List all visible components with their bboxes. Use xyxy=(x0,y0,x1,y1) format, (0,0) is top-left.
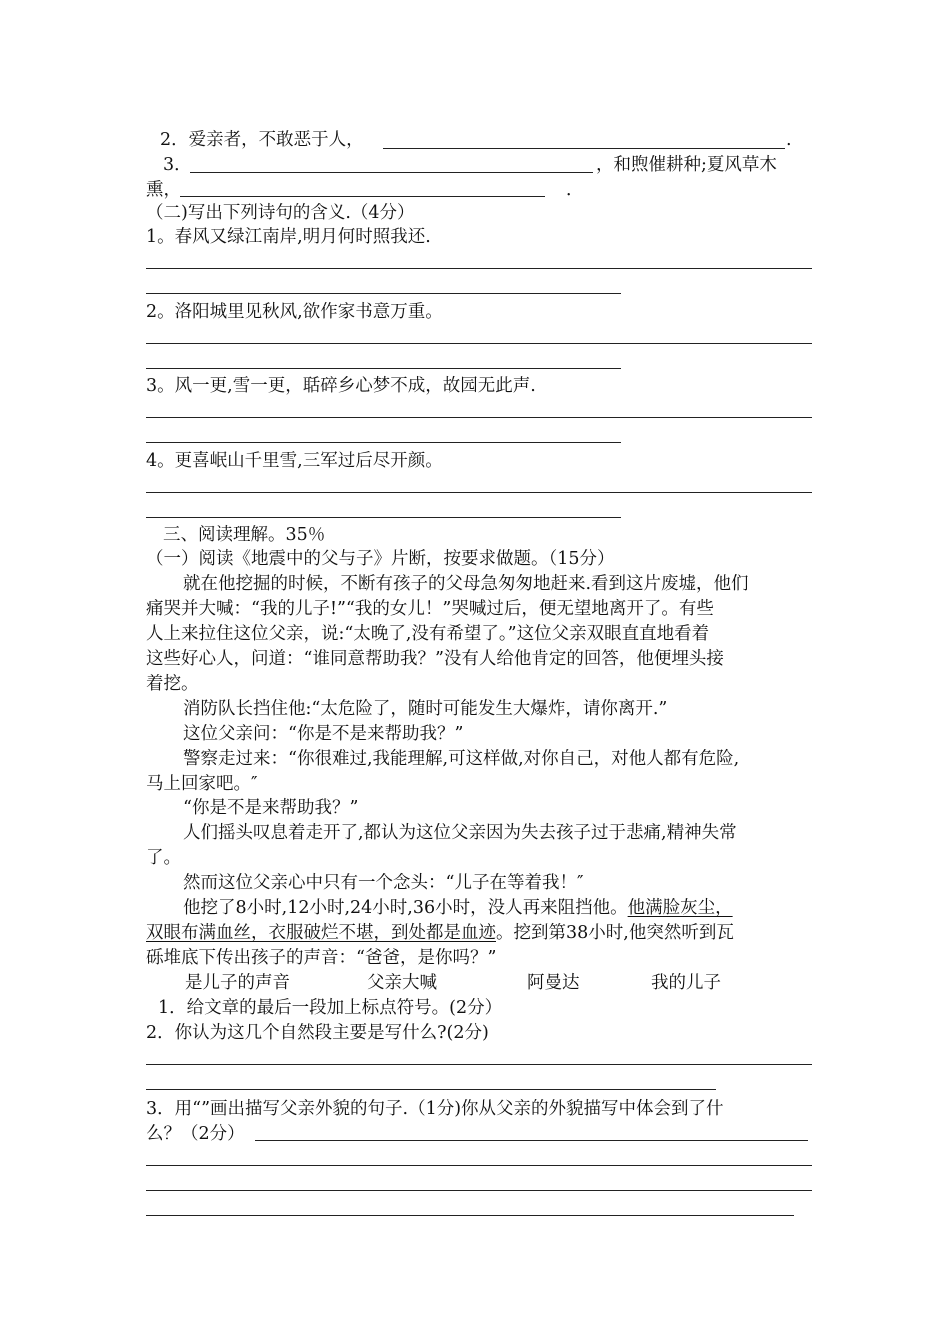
poem-4: 4。更喜岷山千里雪,三军过后尽开颜。 xyxy=(146,451,443,471)
passage-line: 着挖。 xyxy=(146,674,199,694)
fill-q3-end: ． xyxy=(566,180,584,200)
answer-line[interactable] xyxy=(255,1140,808,1141)
underlined-sentence: 双眼布满血丝，衣服破烂不堪，到处都是血迹 xyxy=(146,923,496,943)
fill-q3-prefix: 3． xyxy=(163,155,192,175)
answer-line[interactable] xyxy=(146,293,621,294)
passage-line: 砾堆底下传出孩子的声音：“爸爸，是你吗？” xyxy=(146,948,497,968)
passage-text: 。挖到第38小时,他突然听到瓦 xyxy=(496,923,734,943)
fill-q3-cont: 熏， xyxy=(146,180,181,200)
answer-line[interactable] xyxy=(146,268,812,269)
last-paragraph-word: 是儿子的声音 xyxy=(185,973,290,993)
part2-title: （二)写出下列诗句的含义.（4分） xyxy=(146,203,415,223)
answer-line[interactable] xyxy=(146,1089,716,1090)
poem-2: 2。洛阳城里见秋风,欲作家书意万重。 xyxy=(146,302,443,322)
last-paragraph-word: 阿曼达 xyxy=(527,973,580,993)
section3-title: 三、阅读理解。35％ xyxy=(163,525,326,545)
question-1: 1．给文章的最后一段加上标点符号。(2分） xyxy=(158,998,503,1018)
passage-line: 警察走过来：“你很难过,我能理解,可这样做,对你自己，对他人都有危险, xyxy=(183,749,740,769)
passage-line: 了。 xyxy=(146,848,181,868)
passage-line: 人们摇头叹息着走开了,都认为这位父亲因为失去孩子过于悲痛,精神失常 xyxy=(183,823,737,843)
passage-text: 他挖了8小时,12小时,24小时,36小时，没人再来阻挡他。 xyxy=(183,898,628,918)
question-3: 3．用“”画出描写父亲外貌的句子.（1分)你从父亲的外貌描写中体会到了什 xyxy=(146,1099,724,1119)
question-2: 2．你认为这几个自然段主要是写什么?(2分) xyxy=(146,1023,489,1043)
passage-line: 然而这位父亲心中只有一个念头：“儿子在等着我！″ xyxy=(183,873,584,893)
answer-line[interactable] xyxy=(180,196,545,197)
passage-line: 这些好心人，问道：“谁同意帮助我？”没有人给他肯定的回答，他便埋头接 xyxy=(146,649,724,669)
passage-line: 消防队长挡住他:“太危险了，随时可能发生大爆炸，请你离开.” xyxy=(183,699,668,719)
answer-line[interactable] xyxy=(146,517,621,518)
answer-line[interactable] xyxy=(146,343,812,344)
last-paragraph-word: 父亲大喊 xyxy=(367,973,437,993)
poem-3: 3。风一更,雪一更，聒碎乡心梦不成，故园无此声. xyxy=(146,376,536,396)
question-3-cont: 么？（2分） xyxy=(146,1124,245,1144)
passage-line xyxy=(146,921,734,945)
fill-q3-mid: ，和煦催耕种;夏风草木 xyxy=(596,155,777,175)
answer-line[interactable] xyxy=(383,148,785,149)
passage-line: “你是不是来帮助我？” xyxy=(183,798,359,818)
answer-line[interactable] xyxy=(146,442,621,443)
poem-1: 1。春风又绿江南岸,明月何时照我还. xyxy=(146,227,431,247)
passage-line: 这位父亲问：“你是不是来帮助我？” xyxy=(183,724,464,744)
fill-q2-suffix: . xyxy=(786,130,792,150)
answer-line[interactable] xyxy=(146,1064,812,1065)
part1-title: （一）阅读《地震中的父与子》片断，按要求做题。（15分） xyxy=(146,549,615,569)
underlined-sentence: 他满脸灰尘， xyxy=(627,898,733,918)
answer-line[interactable] xyxy=(146,368,621,369)
passage-line: 人上来拉住这位父亲，说:“太晚了,没有希望了。”这位父亲双眼直直地看着 xyxy=(146,624,710,644)
passage-line: 痛哭并大喊：“我的儿子!”“我的女儿！”哭喊过后，便无望地离开了。有些 xyxy=(146,599,714,619)
answer-line[interactable] xyxy=(146,1215,794,1216)
passage-line xyxy=(183,896,733,920)
answer-line[interactable] xyxy=(146,492,812,493)
fill-q2-prefix: 2．爱亲者，不敢恶于人， xyxy=(160,130,364,150)
answer-line[interactable] xyxy=(146,417,812,418)
last-paragraph-word: 我的儿子 xyxy=(651,973,721,993)
passage-line: 就在他挖掘的时候，不断有孩子的父母急匆匆地赶来.看到这片废墟，他们 xyxy=(183,574,749,594)
passage-line: 马上回家吧。″ xyxy=(146,774,258,794)
answer-line[interactable] xyxy=(146,1190,812,1191)
answer-line[interactable] xyxy=(146,1165,812,1166)
answer-line[interactable] xyxy=(190,172,593,173)
